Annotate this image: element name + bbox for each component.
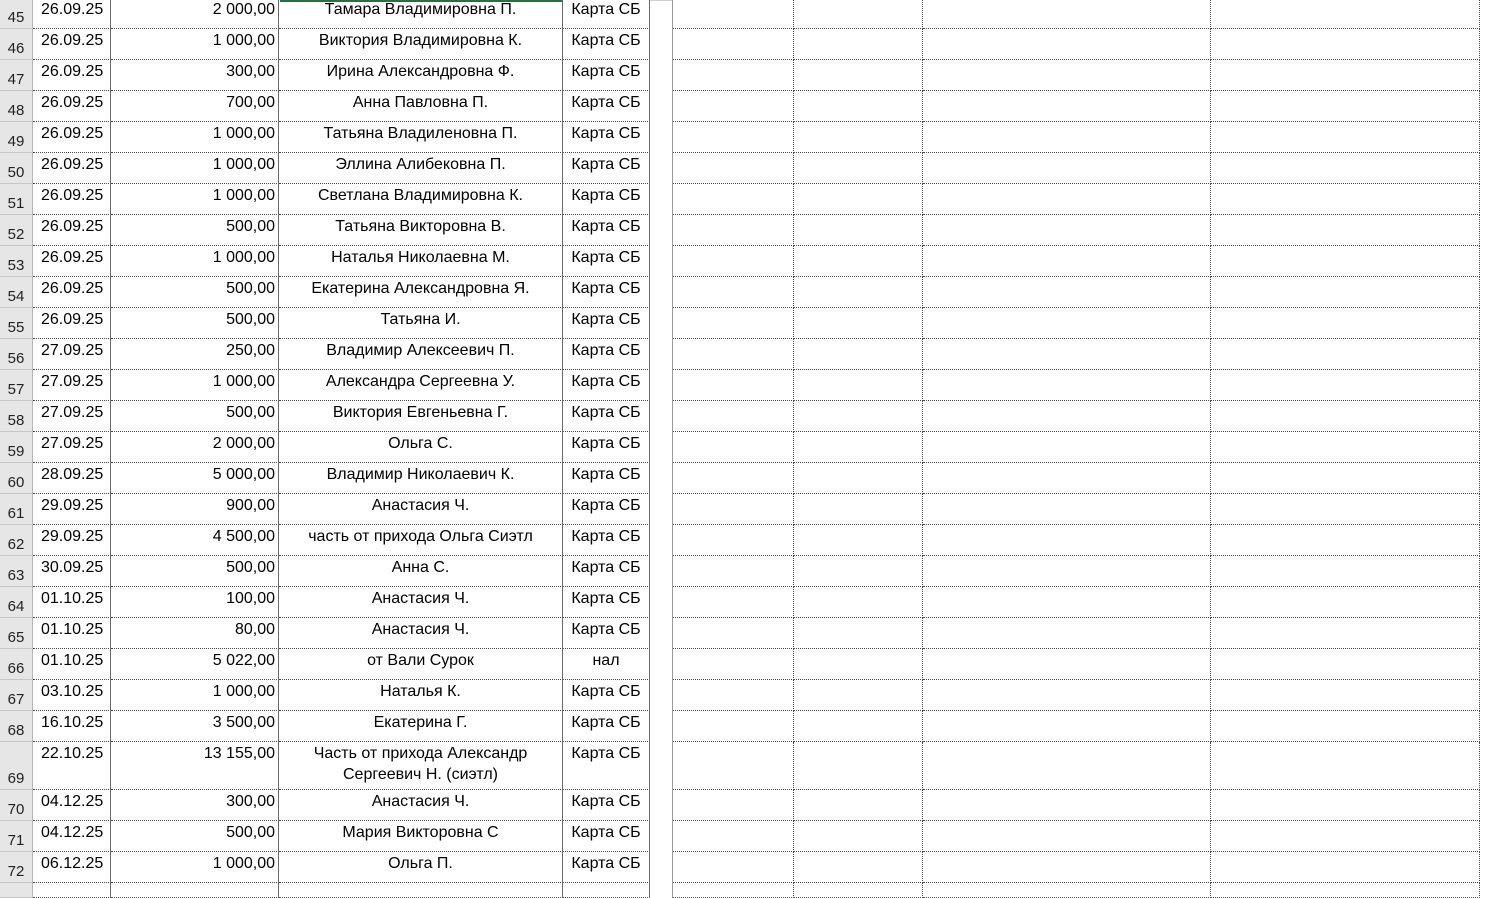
empty-cell[interactable]: [794, 742, 923, 790]
amount-cell[interactable]: 1 000,00: [111, 153, 279, 184]
empty-cell[interactable]: [673, 308, 794, 339]
amount-cell[interactable]: 700,00: [111, 91, 279, 122]
partial-row-cell[interactable]: [111, 883, 279, 898]
amount-cell[interactable]: 500,00: [111, 308, 279, 339]
name-cell[interactable]: Наталья Николаевна М.: [279, 246, 563, 277]
date-cell[interactable]: 01.10.25: [33, 649, 111, 680]
name-cell[interactable]: Анна Павловна П.: [279, 91, 563, 122]
date-cell[interactable]: 26.09.25: [33, 277, 111, 308]
empty-cell[interactable]: [673, 184, 794, 215]
payment-method-cell[interactable]: Карта СБ: [563, 60, 650, 91]
empty-cell[interactable]: [923, 60, 1211, 91]
row-header[interactable]: 59: [0, 432, 33, 463]
empty-cell[interactable]: [1211, 711, 1480, 742]
name-cell[interactable]: Виктория Владимировна К.: [279, 29, 563, 60]
empty-cell[interactable]: [794, 525, 923, 556]
name-cell[interactable]: Светлана Владимировна К.: [279, 184, 563, 215]
empty-cell[interactable]: [923, 308, 1211, 339]
date-cell[interactable]: 04.12.25: [33, 821, 111, 852]
name-cell[interactable]: Ольга С.: [279, 432, 563, 463]
empty-cell[interactable]: [673, 0, 794, 29]
empty-cell[interactable]: [923, 339, 1211, 370]
empty-cell[interactable]: [794, 308, 923, 339]
row-header[interactable]: 68: [0, 711, 33, 742]
payment-method-cell[interactable]: Карта СБ: [563, 246, 650, 277]
row-header[interactable]: 51: [0, 184, 33, 215]
name-cell[interactable]: Татьяна И.: [279, 308, 563, 339]
row-header[interactable]: 53: [0, 246, 33, 277]
payment-method-cell[interactable]: Карта СБ: [563, 525, 650, 556]
empty-cell[interactable]: [923, 649, 1211, 680]
row-header[interactable]: 69: [0, 742, 33, 790]
date-cell[interactable]: 27.09.25: [33, 339, 111, 370]
empty-cell[interactable]: [923, 790, 1211, 821]
empty-cell[interactable]: [794, 432, 923, 463]
empty-cell[interactable]: [673, 215, 794, 246]
empty-cell[interactable]: [673, 401, 794, 432]
empty-cell[interactable]: [673, 790, 794, 821]
empty-cell[interactable]: [1211, 60, 1480, 91]
name-cell[interactable]: Анна С.: [279, 556, 563, 587]
payment-method-cell[interactable]: Карта СБ: [563, 821, 650, 852]
amount-cell[interactable]: 4 500,00: [111, 525, 279, 556]
empty-cell[interactable]: [794, 277, 923, 308]
payment-method-cell[interactable]: Карта СБ: [563, 711, 650, 742]
name-cell[interactable]: Екатерина Г.: [279, 711, 563, 742]
partial-row-cell[interactable]: [1211, 883, 1480, 898]
partial-row-cell[interactable]: [794, 883, 923, 898]
empty-cell[interactable]: [794, 122, 923, 153]
date-cell[interactable]: 04.12.25: [33, 790, 111, 821]
date-cell[interactable]: 27.09.25: [33, 432, 111, 463]
empty-cell[interactable]: [923, 463, 1211, 494]
amount-cell[interactable]: 2 000,00: [111, 0, 279, 29]
empty-cell[interactable]: [794, 618, 923, 649]
date-cell[interactable]: 30.09.25: [33, 556, 111, 587]
payment-method-cell[interactable]: Карта СБ: [563, 91, 650, 122]
empty-cell[interactable]: [673, 122, 794, 153]
empty-cell[interactable]: [923, 153, 1211, 184]
empty-cell[interactable]: [673, 742, 794, 790]
empty-cell[interactable]: [923, 711, 1211, 742]
amount-cell[interactable]: 300,00: [111, 60, 279, 91]
row-header[interactable]: 49: [0, 122, 33, 153]
empty-cell[interactable]: [673, 821, 794, 852]
empty-cell[interactable]: [673, 852, 794, 883]
amount-cell[interactable]: 250,00: [111, 339, 279, 370]
empty-cell[interactable]: [794, 184, 923, 215]
amount-cell[interactable]: 1 000,00: [111, 852, 279, 883]
empty-cell[interactable]: [673, 153, 794, 184]
amount-cell[interactable]: 1 000,00: [111, 184, 279, 215]
column-border: [562, 0, 563, 898]
amount-cell[interactable]: 2 000,00: [111, 432, 279, 463]
date-cell[interactable]: 28.09.25: [33, 463, 111, 494]
empty-cell[interactable]: [794, 587, 923, 618]
empty-cell[interactable]: [1211, 215, 1480, 246]
amount-cell[interactable]: 13 155,00: [111, 742, 279, 790]
empty-cell[interactable]: [923, 0, 1211, 29]
empty-cell[interactable]: [673, 91, 794, 122]
empty-cell[interactable]: [794, 821, 923, 852]
row-header[interactable]: 70: [0, 790, 33, 821]
empty-cell[interactable]: [923, 680, 1211, 711]
empty-cell[interactable]: [923, 184, 1211, 215]
empty-cell[interactable]: [1211, 680, 1480, 711]
empty-cell[interactable]: [1211, 184, 1480, 215]
payment-method-cell[interactable]: Карта СБ: [563, 277, 650, 308]
payment-method-cell[interactable]: Карта СБ: [563, 494, 650, 525]
name-cell[interactable]: Ольга П.: [279, 852, 563, 883]
empty-cell[interactable]: [673, 525, 794, 556]
name-cell[interactable]: часть от прихода Ольга Сиэтл: [279, 525, 563, 556]
empty-cell[interactable]: [1211, 618, 1480, 649]
empty-cell[interactable]: [794, 246, 923, 277]
empty-cell[interactable]: [673, 494, 794, 525]
empty-cell[interactable]: [794, 60, 923, 91]
date-cell[interactable]: 26.09.25: [33, 153, 111, 184]
empty-cell[interactable]: [1211, 556, 1480, 587]
empty-cell[interactable]: [673, 556, 794, 587]
amount-cell[interactable]: 500,00: [111, 821, 279, 852]
row-header[interactable]: 65: [0, 618, 33, 649]
date-cell[interactable]: 22.10.25: [33, 742, 111, 790]
empty-cell[interactable]: [1211, 91, 1480, 122]
amount-cell[interactable]: 1 000,00: [111, 680, 279, 711]
empty-cell[interactable]: [673, 649, 794, 680]
row-header[interactable]: 55: [0, 308, 33, 339]
row-header[interactable]: 72: [0, 852, 33, 883]
payment-method-cell[interactable]: Карта СБ: [563, 29, 650, 60]
empty-cell[interactable]: [923, 525, 1211, 556]
empty-cell[interactable]: [673, 29, 794, 60]
empty-cell[interactable]: [673, 680, 794, 711]
name-cell[interactable]: Александра Сергеевна У.: [279, 370, 563, 401]
empty-cell[interactable]: [794, 463, 923, 494]
column-gap: [650, 0, 673, 1]
empty-cell[interactable]: [794, 494, 923, 525]
row-header[interactable]: 48: [0, 91, 33, 122]
empty-cell[interactable]: [673, 60, 794, 91]
empty-cell[interactable]: [1211, 649, 1480, 680]
amount-cell[interactable]: 1 000,00: [111, 29, 279, 60]
empty-cell[interactable]: [794, 852, 923, 883]
empty-cell[interactable]: [794, 29, 923, 60]
payment-method-cell[interactable]: Карта СБ: [563, 370, 650, 401]
row-header[interactable]: 56: [0, 339, 33, 370]
date-cell[interactable]: 01.10.25: [33, 587, 111, 618]
empty-cell[interactable]: [923, 494, 1211, 525]
empty-cell[interactable]: [1211, 494, 1480, 525]
name-cell[interactable]: Часть от прихода Александр Сергеевич Н. (сиэтл): [279, 742, 563, 790]
empty-cell[interactable]: [923, 401, 1211, 432]
payment-method-cell[interactable]: нал: [563, 649, 650, 680]
empty-cell[interactable]: [1211, 790, 1480, 821]
amount-cell[interactable]: 80,00: [111, 618, 279, 649]
row-header[interactable]: 67: [0, 680, 33, 711]
partial-row-cell[interactable]: [563, 883, 650, 898]
name-cell[interactable]: Анастасия Ч.: [279, 618, 563, 649]
empty-cell[interactable]: [673, 339, 794, 370]
date-cell[interactable]: 26.09.25: [33, 122, 111, 153]
row-header[interactable]: 62: [0, 525, 33, 556]
amount-cell[interactable]: 500,00: [111, 277, 279, 308]
name-cell[interactable]: Эллина Алибековна П.: [279, 153, 563, 184]
empty-cell[interactable]: [794, 680, 923, 711]
date-cell[interactable]: 16.10.25: [33, 711, 111, 742]
payment-method-cell[interactable]: Карта СБ: [563, 587, 650, 618]
partial-row-header[interactable]: [0, 883, 33, 898]
empty-cell[interactable]: [1211, 852, 1480, 883]
empty-cell[interactable]: [673, 432, 794, 463]
empty-cell[interactable]: [1211, 29, 1480, 60]
column-border: [278, 0, 279, 898]
partial-row-cell[interactable]: [279, 883, 563, 898]
name-cell[interactable]: Анастасия Ч.: [279, 790, 563, 821]
payment-method-cell[interactable]: Карта СБ: [563, 153, 650, 184]
date-cell[interactable]: 26.09.25: [33, 246, 111, 277]
payment-method-cell[interactable]: Карта СБ: [563, 215, 650, 246]
empty-cell[interactable]: [794, 153, 923, 184]
payment-method-cell[interactable]: Карта СБ: [563, 742, 650, 790]
row-header[interactable]: 60: [0, 463, 33, 494]
row-header[interactable]: 54: [0, 277, 33, 308]
name-cell[interactable]: Анастасия Ч.: [279, 494, 563, 525]
row-header[interactable]: 57: [0, 370, 33, 401]
empty-cell[interactable]: [1211, 587, 1480, 618]
payment-method-cell[interactable]: Карта СБ: [563, 308, 650, 339]
empty-cell[interactable]: [923, 122, 1211, 153]
amount-cell[interactable]: 1 000,00: [111, 246, 279, 277]
empty-cell[interactable]: [923, 587, 1211, 618]
empty-cell[interactable]: [794, 0, 923, 29]
payment-method-cell[interactable]: Карта СБ: [563, 618, 650, 649]
empty-cell[interactable]: [673, 618, 794, 649]
payment-method-cell[interactable]: Карта СБ: [563, 0, 650, 29]
row-header[interactable]: 47: [0, 60, 33, 91]
empty-cell[interactable]: [794, 401, 923, 432]
payment-method-cell[interactable]: Карта СБ: [563, 790, 650, 821]
amount-cell[interactable]: 5 022,00: [111, 649, 279, 680]
amount-cell[interactable]: 5 000,00: [111, 463, 279, 494]
name-cell[interactable]: Владимир Николаевич К.: [279, 463, 563, 494]
row-header[interactable]: 58: [0, 401, 33, 432]
amount-cell[interactable]: 500,00: [111, 401, 279, 432]
empty-cell[interactable]: [673, 246, 794, 277]
amount-cell[interactable]: 1 000,00: [111, 122, 279, 153]
payment-method-cell[interactable]: Карта СБ: [563, 401, 650, 432]
amount-cell[interactable]: 500,00: [111, 556, 279, 587]
row-header[interactable]: 52: [0, 215, 33, 246]
name-cell[interactable]: Виктория Евгеньевна Г.: [279, 401, 563, 432]
empty-cell[interactable]: [794, 215, 923, 246]
date-cell[interactable]: 06.12.25: [33, 852, 111, 883]
date-cell[interactable]: 27.09.25: [33, 401, 111, 432]
payment-method-cell[interactable]: Карта СБ: [563, 432, 650, 463]
amount-cell[interactable]: 500,00: [111, 215, 279, 246]
date-cell[interactable]: 26.09.25: [33, 184, 111, 215]
payment-method-cell[interactable]: Карта СБ: [563, 122, 650, 153]
date-cell[interactable]: 26.09.25: [33, 60, 111, 91]
empty-cell[interactable]: [923, 556, 1211, 587]
empty-cell[interactable]: [1211, 277, 1480, 308]
name-cell[interactable]: Ирина Александровна Ф.: [279, 60, 563, 91]
column-border: [672, 0, 673, 898]
date-cell[interactable]: 26.09.25: [33, 0, 111, 29]
empty-cell[interactable]: [923, 852, 1211, 883]
empty-cell[interactable]: [673, 587, 794, 618]
empty-cell[interactable]: [794, 91, 923, 122]
row-header[interactable]: 61: [0, 494, 33, 525]
empty-cell[interactable]: [673, 277, 794, 308]
date-cell[interactable]: 26.09.25: [33, 29, 111, 60]
name-cell[interactable]: Наталья К.: [279, 680, 563, 711]
empty-cell[interactable]: [1211, 308, 1480, 339]
partial-row-cell[interactable]: [673, 883, 794, 898]
amount-cell[interactable]: 300,00: [111, 790, 279, 821]
empty-cell[interactable]: [1211, 0, 1480, 29]
name-cell[interactable]: Анастасия Ч.: [279, 587, 563, 618]
empty-cell[interactable]: [923, 370, 1211, 401]
empty-cell[interactable]: [794, 649, 923, 680]
empty-cell[interactable]: [794, 711, 923, 742]
empty-cell[interactable]: [1211, 339, 1480, 370]
payment-method-cell[interactable]: Карта СБ: [563, 680, 650, 711]
empty-cell[interactable]: [794, 556, 923, 587]
empty-cell[interactable]: [1211, 432, 1480, 463]
date-cell[interactable]: 01.10.25: [33, 618, 111, 649]
column-border: [649, 0, 650, 898]
name-cell[interactable]: Татьяна Викторовна В.: [279, 215, 563, 246]
name-cell[interactable]: Тамара Владимировна П.: [279, 0, 563, 29]
empty-cell[interactable]: [673, 463, 794, 494]
name-cell[interactable]: Владимир Алексеевич П.: [279, 339, 563, 370]
row-header[interactable]: 71: [0, 821, 33, 852]
empty-cell[interactable]: [1211, 401, 1480, 432]
empty-cell[interactable]: [923, 29, 1211, 60]
empty-cell[interactable]: [1211, 463, 1480, 494]
row-header[interactable]: 45: [0, 0, 33, 29]
empty-cell[interactable]: [794, 339, 923, 370]
empty-cell[interactable]: [923, 277, 1211, 308]
empty-cell[interactable]: [923, 821, 1211, 852]
row-header[interactable]: 66: [0, 649, 33, 680]
row-header[interactable]: 64: [0, 587, 33, 618]
empty-cell[interactable]: [1211, 122, 1480, 153]
amount-cell[interactable]: 3 500,00: [111, 711, 279, 742]
empty-cell[interactable]: [923, 215, 1211, 246]
column-border: [110, 0, 111, 898]
empty-cell[interactable]: [1211, 821, 1480, 852]
payment-method-cell[interactable]: Карта СБ: [563, 463, 650, 494]
empty-cell[interactable]: [673, 370, 794, 401]
empty-cell[interactable]: [923, 246, 1211, 277]
empty-cell[interactable]: [1211, 742, 1480, 790]
date-cell[interactable]: 03.10.25: [33, 680, 111, 711]
row-header[interactable]: 63: [0, 556, 33, 587]
name-cell[interactable]: Татьяна Владиленовна П.: [279, 122, 563, 153]
partial-row-cell[interactable]: [923, 883, 1211, 898]
row-header[interactable]: 50: [0, 153, 33, 184]
empty-cell[interactable]: [923, 432, 1211, 463]
date-cell[interactable]: 29.09.25: [33, 494, 111, 525]
payment-method-cell[interactable]: Карта СБ: [563, 556, 650, 587]
empty-cell[interactable]: [1211, 153, 1480, 184]
empty-cell[interactable]: [923, 742, 1211, 790]
empty-cell[interactable]: [923, 618, 1211, 649]
empty-cell[interactable]: [923, 91, 1211, 122]
empty-cell[interactable]: [673, 711, 794, 742]
date-cell[interactable]: 27.09.25: [33, 370, 111, 401]
payment-method-cell[interactable]: Карта СБ: [563, 339, 650, 370]
amount-cell[interactable]: 1 000,00: [111, 370, 279, 401]
date-cell[interactable]: 29.09.25: [33, 525, 111, 556]
amount-cell[interactable]: 900,00: [111, 494, 279, 525]
amount-cell[interactable]: 100,00: [111, 587, 279, 618]
name-cell[interactable]: Мария Викторовна С: [279, 821, 563, 852]
name-cell[interactable]: от Вали Сурок: [279, 649, 563, 680]
date-cell[interactable]: 26.09.25: [33, 91, 111, 122]
name-cell[interactable]: Екатерина Александровна Я.: [279, 277, 563, 308]
empty-cell[interactable]: [794, 790, 923, 821]
empty-cell[interactable]: [1211, 525, 1480, 556]
payment-method-cell[interactable]: Карта СБ: [563, 184, 650, 215]
empty-cell[interactable]: [794, 370, 923, 401]
empty-cell[interactable]: [1211, 246, 1480, 277]
empty-cell[interactable]: [1211, 370, 1480, 401]
date-cell[interactable]: 26.09.25: [33, 215, 111, 246]
date-cell[interactable]: 26.09.25: [33, 308, 111, 339]
partial-row-cell[interactable]: [33, 883, 111, 898]
row-header[interactable]: 46: [0, 29, 33, 60]
payment-method-cell[interactable]: Карта СБ: [563, 852, 650, 883]
